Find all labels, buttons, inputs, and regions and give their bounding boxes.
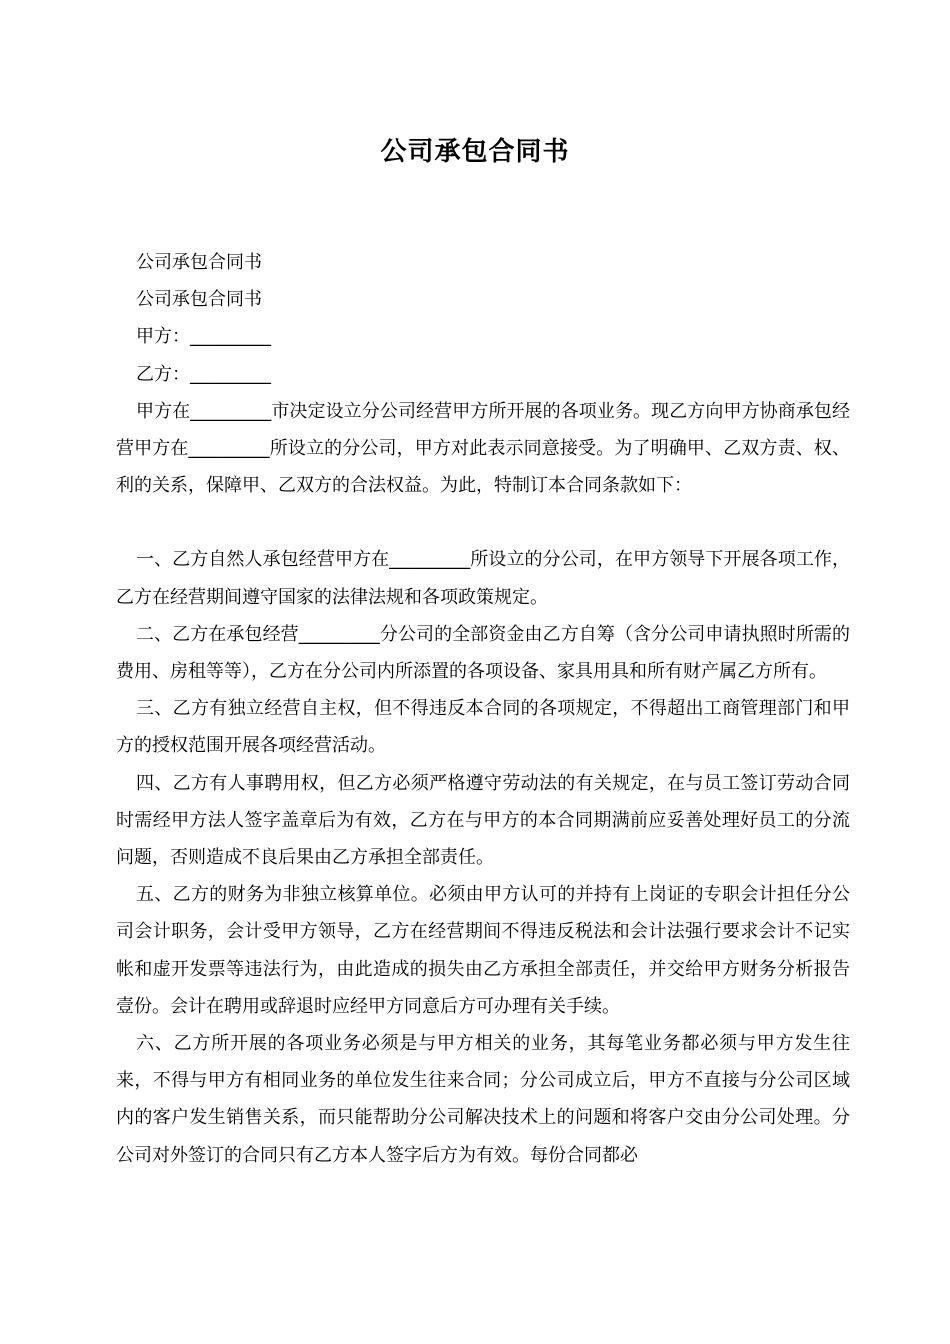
party-a-line: 甲方：_________ xyxy=(136,326,271,348)
clause-6: 六、乙方所开展的各项业务必须是与甲方相关的业务，其每笔业务都必须与甲方发生往来，不得与甲方有相同业务的单位发生往来合同；分公司成立后，甲方不直接与分公司区域内的客户发生销售关系，而只能帮助分公司解决技术上的问题和将客户交由分公司处理。分公司对外签订的合同只有乙方本人签字后方为有效。每份合同都必 xyxy=(116,1033,850,1166)
clause-4: 四、乙方有人事聘用权，但乙方必须严格遵守劳动法的有关规定，在与员工签订劳动合同时需经甲方法人签字盖章后为有效，乙方在与甲方的本合同期满前应妥善处理好员工的分流问题，否则造成不良后果由乙方承担全部责任。 xyxy=(116,772,850,869)
clause-3: 三、乙方有独立经营自主权，但不得违反本合同的各项规定，不得超出工商管理部门和甲方的授权范围开展各项经营活动。 xyxy=(116,698,850,757)
paragraph-heading-1: 公司承包合同书 xyxy=(136,252,262,273)
clause-5: 五、乙方的财务为非独立核算单位。必须由甲方认可的并持有上岗证的专职会计担任分公司会计职务，会计受甲方领导，乙方在经营期间不得违反税法和会计法强行要求会计不记实帐和虚开发票等违法行为，由此造成的损失由乙方承担全部责任，并交给甲方财务分析报告壹份。会计在聘用或辞退时应经甲方同意后方可办理有关手续。 xyxy=(116,884,850,1017)
clause-1: 一、乙方自然人承包经营甲方在_________所设立的分公司，在甲方领导下开展各项工作，乙方在经营期间遵守国家的法律法规和各项政策规定。 xyxy=(116,549,850,608)
clause-2: 二、乙方在承包经营_________分公司的全部资金由乙方自筹（含分公司申请执照时所需的费用、房租等等），乙方在分公司内所添置的各项设备、家具用具和所有财产属乙方所有。 xyxy=(116,623,850,683)
preamble-paragraph: 甲方在_________市决定设立分公司经营甲方所开展的各项业务。现乙方向甲方协商承包经营甲方在_________所设立的分公司，甲方对此表示同意接受。为了明确甲、乙双方责、权、利的关系，保障甲、乙双方的合法权益。为此，特制订本合同条款如下： xyxy=(116,400,850,497)
document-body xyxy=(116,244,850,1174)
document-title: 公司承包合同书 xyxy=(380,137,570,167)
party-b-line: 乙方：_________ xyxy=(136,363,271,385)
paragraph-heading-2: 公司承包合同书 xyxy=(136,289,262,311)
